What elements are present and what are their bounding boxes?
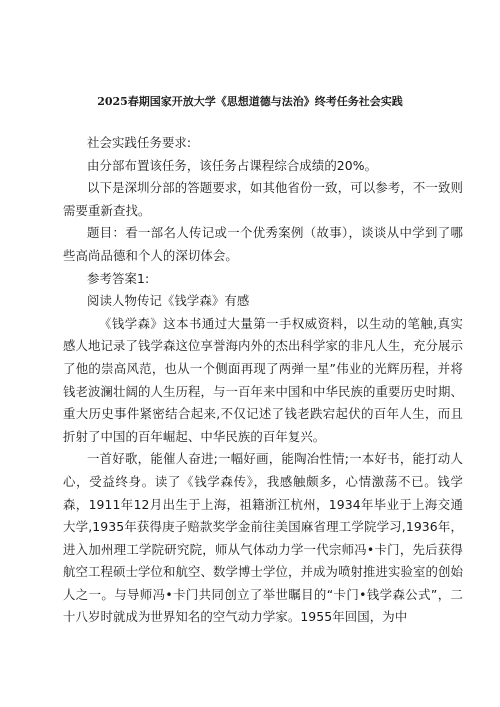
paragraph-essay-title: 阅读人物传记《钱学森》有感	[87, 293, 250, 309]
paragraph-answer-label: 参考答案1:	[87, 270, 150, 286]
paragraph-branch-note: 以下是深圳分部的答题要求，如其他省份一致，可以参考，不一致则需要重新查找。	[63, 180, 463, 218]
paragraph-essay-2: 一首好歌，能催人奋进;一幅好画，能陶冶性情;一本好书，能打动人心，受益终身。读了《钱学森传》，我感触颇多，心情激荡不已。钱学森，1911年12月出生于上海，祖籍浙江杭州，1934年毕业于上海交通大学,1935年获得庚子赔款奖学金前往美国麻省理工学院学习,1936年，进入加州理工学院研究院，师从气体动力学一代宗师冯•卡门，先后获得航空工程硕士学位和航空、数学博士学位，并成为喷射推进实验室的创始人之一。与导师冯•卡门共同创立了举世瞩目的“卡门•钱学森公式”，二十八岁时就成为世界知名的空气动力学家。1955年回国，为中	[63, 451, 463, 625]
paragraph-question: 题目：看一部名人传记或一个优秀案例（故事），谈谈从中学到了哪些高尚品德和个人的深切体会。	[63, 225, 463, 263]
document-title: 2025春期国家开放大学《思想道德与法治》终考任务社会实践	[97, 95, 403, 108]
paragraph-essay-1: 《钱学森》这本书通过大量第一手权威资料，以生动的笔触,真实感人地记录了钱学森这位享誉海内外的杰出科学家的非凡人生，充分展示了他的崇高风范，也从一个侧面再现了两弹一星”伟业的光辉历程，并将钱老波澜壮阔的人生历程，与一百年来中国和中华民族的重要历史时期、重大历史事件紧密结合起来,不仅记述了钱老跌宕起伏的百年人生，而且折射了中国的百年崛起、中华民族的百年复兴。	[63, 315, 463, 444]
paragraph-requirements-detail: 由分部布置该任务，该任务占课程综合成绩的20%。	[87, 157, 378, 173]
document-body	[63, 132, 463, 629]
paragraph-requirements-heading: 社会实践任务要求:	[87, 135, 192, 150]
